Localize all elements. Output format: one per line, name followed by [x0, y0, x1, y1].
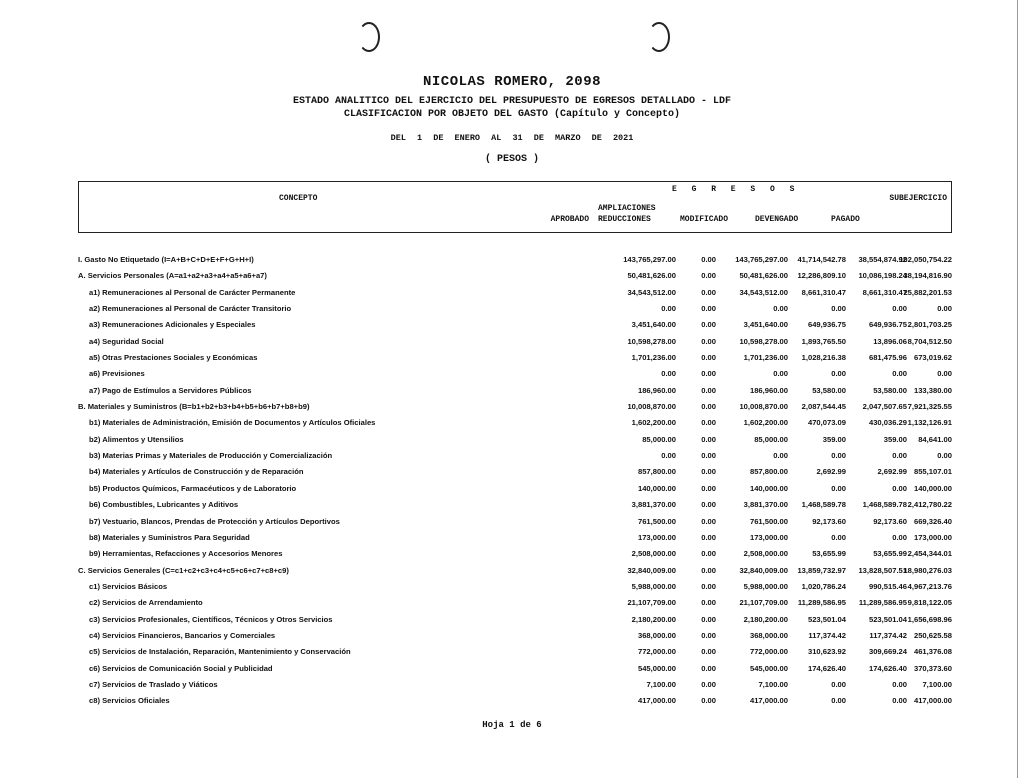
row-pagado: 10,086,198.24 [858, 271, 907, 281]
report-classification: CLASIFICACION POR OBJETO DEL GASTO (Capítulo y Concepto) [343, 109, 681, 120]
row-modificado: 1,602,200.00 [743, 418, 788, 428]
row-ampliaciones: 0.00 [701, 418, 716, 428]
table-row [78, 645, 952, 661]
row-pagado: 53,655.99 [873, 549, 907, 559]
row-pagado: 359.00 [883, 434, 907, 444]
row-modificado: 21,107,709.00 [739, 598, 788, 608]
row-devengado: 13,859,732.97 [797, 565, 846, 575]
row-ampliaciones: 0.00 [701, 287, 716, 297]
row-concepto: b5) Productos Químicos, Farmacéuticos y de Laboratorio [89, 483, 297, 493]
row-ampliaciones: 0.00 [701, 320, 716, 330]
row-modificado: 857,800.00 [749, 467, 788, 477]
row-ampliaciones: 0.00 [701, 336, 716, 346]
table-row [78, 416, 952, 432]
row-subejercicio: 855,107.01 [913, 467, 952, 477]
row-subejercicio: 2,801,703.25 [907, 320, 952, 330]
row-devengado: 0.00 [831, 696, 846, 706]
row-subejercicio: 102,050,754.22 [899, 255, 952, 264]
row-devengado: 310,623.92 [807, 647, 846, 657]
row-pagado: 38,554,874.92 [858, 255, 907, 264]
row-ampliaciones: 0.00 [701, 483, 716, 493]
row-aprobado: 545,000.00 [637, 663, 676, 673]
row-concepto: b4) Materiales y Artículos de Construcción y de Reparación [89, 467, 304, 477]
row-devengado: 92,173.60 [812, 516, 846, 526]
row-ampliaciones: 0.00 [701, 385, 716, 395]
row-pagado: 0.00 [892, 696, 907, 706]
row-concepto: c5) Servicios de Instalación, Reparación, Mantenimiento y Conservación [89, 647, 351, 657]
row-aprobado: 0.00 [661, 451, 676, 461]
row-subejercicio: 0.00 [937, 369, 952, 379]
row-ampliaciones: 0.00 [701, 532, 716, 542]
header-concepto: CONCEPTO [279, 194, 318, 203]
row-devengado: 8,661,310.47 [801, 287, 846, 297]
row-concepto: b2) Alimentos y Utensilios [89, 434, 184, 444]
table-row [78, 384, 952, 400]
table-row [78, 482, 952, 498]
row-ampliaciones: 0.00 [701, 255, 716, 264]
row-modificado: 32,840,009.00 [739, 565, 788, 575]
row-aprobado: 368,000.00 [637, 630, 676, 640]
row-modificado: 173,000.00 [749, 532, 788, 542]
row-aprobado: 186,960.00 [637, 385, 676, 395]
header-pagado: PAGADO [831, 215, 860, 224]
row-subejercicio: 2,454,344.01 [907, 549, 952, 559]
header-ampliaciones: AMPLIACIONES [598, 204, 656, 213]
row-devengado: 0.00 [831, 369, 846, 379]
row-subejercicio: 18,980,276.03 [903, 565, 952, 575]
row-aprobado: 0.00 [661, 369, 676, 379]
row-ampliaciones: 0.00 [701, 679, 716, 689]
row-ampliaciones: 0.00 [701, 663, 716, 673]
row-concepto: c1) Servicios Básicos [89, 581, 168, 591]
row-concepto: b8) Materiales y Suministros Para Seguridad [89, 532, 250, 542]
row-aprobado: 10,008,870.00 [627, 402, 676, 412]
row-ampliaciones: 0.00 [701, 696, 716, 706]
row-aprobado: 2,180,200.00 [631, 614, 676, 624]
row-aprobado: 5,988,000.00 [631, 581, 676, 591]
row-devengado: 359.00 [822, 434, 846, 444]
row-modificado: 3,881,370.00 [743, 500, 788, 510]
row-modificado: 1,701,236.00 [743, 353, 788, 363]
row-subejercicio: 1,656,698.96 [907, 614, 952, 624]
row-pagado: 11,289,586.95 [858, 598, 907, 608]
row-aprobado: 857,800.00 [637, 467, 676, 477]
row-devengado: 649,936.75 [807, 320, 846, 330]
row-modificado: 0.00 [773, 451, 788, 461]
row-concepto: a6) Previsiones [89, 369, 145, 379]
binder-hole-mark [648, 22, 670, 52]
row-ampliaciones: 0.00 [701, 353, 716, 363]
row-concepto: c7) Servicios de Traslado y Viáticos [89, 679, 218, 689]
row-devengado: 1,020,786.24 [801, 581, 846, 591]
row-modificado: 85,000.00 [754, 434, 788, 444]
row-pagado: 0.00 [892, 304, 907, 314]
table-row [78, 335, 952, 351]
row-aprobado: 21,107,709.00 [627, 598, 676, 608]
row-modificado: 0.00 [773, 304, 788, 314]
table-row [78, 547, 952, 563]
row-concepto: A. Servicios Personales (A=a1+a2+a3+a4+a5+a6+a7) [78, 271, 267, 281]
row-concepto: b1) Materiales de Administración, Emisión de Documentos y Artículos Oficiales [89, 418, 376, 428]
header-subejercicio: SUBEJERCICIO [889, 194, 947, 203]
row-devengado: 53,655.99 [812, 549, 846, 559]
row-modificado: 143,765,297.00 [735, 255, 788, 264]
row-modificado: 34,543,512.00 [739, 287, 788, 297]
row-devengado: 523,501.04 [807, 614, 846, 624]
row-ampliaciones: 0.00 [701, 402, 716, 412]
row-aprobado: 10,598,278.00 [627, 336, 676, 346]
row-pagado: 174,626.40 [868, 663, 907, 673]
header-devengado: DEVENGADO [755, 215, 799, 224]
header-modificado: MODIFICADO [680, 215, 729, 224]
row-ampliaciones: 0.00 [701, 304, 716, 314]
row-aprobado: 761,500.00 [637, 516, 676, 526]
table-row [78, 367, 952, 383]
row-subejercicio: 1,132,126.91 [907, 418, 952, 428]
row-ampliaciones: 0.00 [701, 516, 716, 526]
row-ampliaciones: 0.00 [701, 598, 716, 608]
row-pagado: 0.00 [892, 483, 907, 493]
row-aprobado: 85,000.00 [642, 434, 676, 444]
row-ampliaciones: 0.00 [701, 647, 716, 657]
table-row [78, 286, 952, 302]
row-ampliaciones: 0.00 [701, 434, 716, 444]
row-pagado: 13,828,507.51 [858, 565, 907, 575]
row-pagado: 649,936.75 [868, 320, 907, 330]
row-modificado: 7,100.00 [758, 679, 788, 689]
row-aprobado: 2,508,000.00 [631, 549, 676, 559]
table-row [78, 613, 952, 629]
row-concepto: I. Gasto No Etiquetado (I=A+B+C+D+E+F+G+H+I) [78, 255, 254, 264]
row-aprobado: 772,000.00 [637, 647, 676, 657]
row-pagado: 117,374.42 [869, 630, 907, 640]
row-pagado: 0.00 [892, 369, 907, 379]
row-concepto: c8) Servicios Oficiales [89, 696, 170, 706]
table-row [78, 351, 952, 367]
row-pagado: 53,580.00 [873, 385, 907, 395]
row-ampliaciones: 0.00 [701, 630, 716, 640]
header-egresos: E G R E S O S [672, 185, 800, 194]
table-row [78, 515, 952, 531]
table-row [78, 465, 952, 481]
table-row [78, 662, 952, 678]
row-devengado: 41,714,542.78 [797, 255, 846, 264]
table-row [78, 694, 952, 710]
row-concepto: a7) Pago de Estímulos a Servidores Públicos [89, 385, 252, 395]
row-devengado: 174,626.40 [807, 663, 846, 673]
row-concepto: c6) Servicios de Comunicación Social y Publicidad [89, 663, 273, 673]
row-devengado: 53,580.00 [812, 385, 846, 395]
table-row [78, 433, 952, 449]
row-ampliaciones: 0.00 [701, 565, 716, 575]
row-modificado: 545,000.00 [749, 663, 788, 673]
row-devengado: 0.00 [831, 304, 846, 314]
row-subejercicio: 84,641.00 [918, 434, 952, 444]
row-subejercicio: 133,380.00 [913, 385, 952, 395]
table-row [78, 531, 952, 547]
row-modificado: 3,451,640.00 [743, 320, 788, 330]
row-ampliaciones: 0.00 [701, 467, 716, 477]
row-subejercicio: 140,000.00 [913, 483, 952, 493]
table-row [78, 253, 952, 269]
page-footer: Hoja 1 de 6 [482, 720, 542, 730]
row-subejercicio: 250,625.58 [913, 630, 952, 640]
table-row [78, 596, 952, 612]
row-modificado: 5,988,000.00 [743, 581, 788, 591]
report-period: DEL 1 DE ENERO AL 31 DE MARZO DE 2021 [390, 133, 634, 143]
report-subtitle: ESTADO ANALITICO DEL EJERCICIO DEL PRESUPUESTO DE EGRESOS DETALLADO - LDF [292, 96, 732, 107]
row-aprobado: 34,543,512.00 [627, 287, 676, 297]
row-devengado: 1,893,765.50 [801, 336, 846, 346]
row-pagado: 990,515.46 [868, 581, 907, 591]
row-concepto: a4) Seguridad Social [89, 336, 164, 346]
row-devengado: 470,073.09 [807, 418, 846, 428]
row-pagado: 0.00 [892, 532, 907, 542]
row-devengado: 2,692.99 [816, 467, 846, 477]
row-concepto: b3) Materias Primas y Materiales de Producción y Comercialización [89, 451, 333, 461]
row-devengado: 11,289,586.95 [797, 598, 846, 608]
row-subejercicio: 0.00 [937, 304, 952, 314]
table-body [78, 253, 952, 711]
table-row [78, 269, 952, 285]
row-devengado: 0.00 [831, 679, 846, 689]
row-aprobado: 173,000.00 [637, 532, 676, 542]
row-pagado: 2,047,507.65 [862, 402, 907, 412]
row-devengado: 2,087,544.45 [801, 402, 846, 412]
table-row [78, 678, 952, 694]
row-devengado: 1,028,216.38 [801, 353, 846, 363]
row-subejercicio: 4,967,213.76 [907, 581, 952, 591]
row-subejercicio: 673,019.62 [913, 353, 952, 363]
row-subejercicio: 370,373.60 [913, 663, 952, 673]
row-concepto: b6) Combustibles, Lubricantes y Aditivos [89, 500, 239, 510]
row-concepto: a1) Remuneraciones al Personal de Carácter Permanente [89, 287, 296, 297]
row-aprobado: 3,451,640.00 [631, 320, 676, 330]
row-devengado: 0.00 [831, 451, 846, 461]
row-subejercicio: 669,326.40 [913, 516, 952, 526]
row-modificado: 50,481,626.00 [739, 271, 788, 281]
table-header [78, 181, 952, 233]
table-row [78, 318, 952, 334]
row-pagado: 523,501.04 [868, 614, 907, 624]
row-aprobado: 143,765,297.00 [623, 255, 676, 264]
row-pagado: 309,669.24 [868, 647, 907, 657]
row-aprobado: 140,000.00 [637, 483, 676, 493]
row-pagado: 92,173.60 [873, 516, 907, 526]
row-subejercicio: 461,376.08 [913, 647, 952, 657]
row-pagado: 13,896.06 [873, 336, 907, 346]
row-concepto: b9) Herramientas, Refacciones y Accesorios Menores [89, 549, 283, 559]
row-ampliaciones: 0.00 [701, 271, 716, 281]
row-subejercicio: 9,818,122.05 [907, 598, 952, 608]
row-pagado: 8,661,310.47 [862, 287, 907, 297]
row-devengado: 117,374.42 [808, 630, 846, 640]
row-pagado: 0.00 [892, 679, 907, 689]
row-modificado: 417,000.00 [749, 696, 788, 706]
row-modificado: 10,008,870.00 [739, 402, 788, 412]
row-subejercicio: 7,921,325.55 [907, 402, 952, 412]
row-concepto: B. Materiales y Suministros (B=b1+b2+b3+b4+b5+b6+b7+b8+b9) [78, 402, 310, 412]
row-pagado: 681,475.96 [868, 353, 907, 363]
header-reducciones: REDUCCIONES [598, 215, 651, 224]
row-subejercicio: 8,704,512.50 [907, 336, 952, 346]
table-row [78, 580, 952, 596]
row-subejercicio: 25,882,201.53 [903, 287, 952, 297]
report-title: NICOLAS ROMERO, 2098 [422, 74, 602, 90]
row-pagado: 2,692.99 [877, 467, 907, 477]
row-concepto: C. Servicios Generales (C=c1+c2+c3+c4+c5+c6+c7+c8+c9) [78, 565, 289, 575]
row-concepto: a5) Otras Prestaciones Sociales y Económicas [89, 353, 258, 363]
table-row [78, 498, 952, 514]
row-subejercicio: 173,000.00 [913, 532, 952, 542]
binder-hole-mark [358, 22, 380, 52]
table-row [78, 449, 952, 465]
row-modificado: 761,500.00 [749, 516, 788, 526]
header-aprobado: APROBADO [550, 215, 589, 224]
row-concepto: c2) Servicios de Arrendamiento [89, 598, 203, 608]
row-modificado: 140,000.00 [749, 483, 788, 493]
row-devengado: 1,468,589.78 [801, 500, 846, 510]
row-modificado: 2,180,200.00 [743, 614, 788, 624]
table-row [78, 629, 952, 645]
row-aprobado: 7,100.00 [646, 679, 676, 689]
row-ampliaciones: 0.00 [701, 549, 716, 559]
row-modificado: 186,960.00 [749, 385, 788, 395]
row-pagado: 430,036.29 [868, 418, 907, 428]
row-aprobado: 3,881,370.00 [631, 500, 676, 510]
table-row [78, 400, 952, 416]
row-aprobado: 1,602,200.00 [631, 418, 676, 428]
row-aprobado: 417,000.00 [637, 696, 676, 706]
row-concepto: c3) Servicios Profesionales, Científicos, Técnicos y Otros Servicios [89, 614, 333, 624]
row-modificado: 10,598,278.00 [739, 336, 788, 346]
row-subejercicio: 417,000.00 [913, 696, 952, 706]
row-subejercicio: 2,412,780.22 [907, 500, 952, 510]
row-concepto: b7) Vestuario, Blancos, Prendas de Protección y Artículos Deportivos [89, 516, 340, 526]
row-pagado: 0.00 [892, 451, 907, 461]
row-ampliaciones: 0.00 [701, 614, 716, 624]
row-modificado: 772,000.00 [749, 647, 788, 657]
row-aprobado: 1,701,236.00 [631, 353, 676, 363]
row-pagado: 1,468,589.78 [862, 500, 907, 510]
row-subejercicio: 38,194,816.90 [903, 271, 952, 281]
row-devengado: 0.00 [831, 483, 846, 493]
report-units: ( PESOS ) [484, 154, 539, 165]
row-ampliaciones: 0.00 [701, 500, 716, 510]
table-row [78, 564, 952, 580]
row-aprobado: 32,840,009.00 [627, 565, 676, 575]
table-row [78, 302, 952, 318]
row-subejercicio: 0.00 [937, 451, 952, 461]
row-aprobado: 50,481,626.00 [627, 271, 676, 281]
row-modificado: 2,508,000.00 [743, 549, 788, 559]
row-concepto: c4) Servicios Financieros, Bancarios y Comerciales [89, 630, 276, 640]
row-ampliaciones: 0.00 [701, 369, 716, 379]
row-ampliaciones: 0.00 [701, 581, 716, 591]
row-aprobado: 0.00 [661, 304, 676, 314]
row-modificado: 368,000.00 [749, 630, 788, 640]
row-devengado: 0.00 [831, 532, 846, 542]
row-ampliaciones: 0.00 [701, 451, 716, 461]
row-concepto: a2) Remuneraciones al Personal de Carácter Transitorio [89, 304, 292, 314]
row-modificado: 0.00 [773, 369, 788, 379]
row-subejercicio: 7,100.00 [922, 679, 952, 689]
row-concepto: a3) Remuneraciones Adicionales y Especiales [89, 320, 256, 330]
row-devengado: 12,286,809.10 [797, 271, 846, 281]
